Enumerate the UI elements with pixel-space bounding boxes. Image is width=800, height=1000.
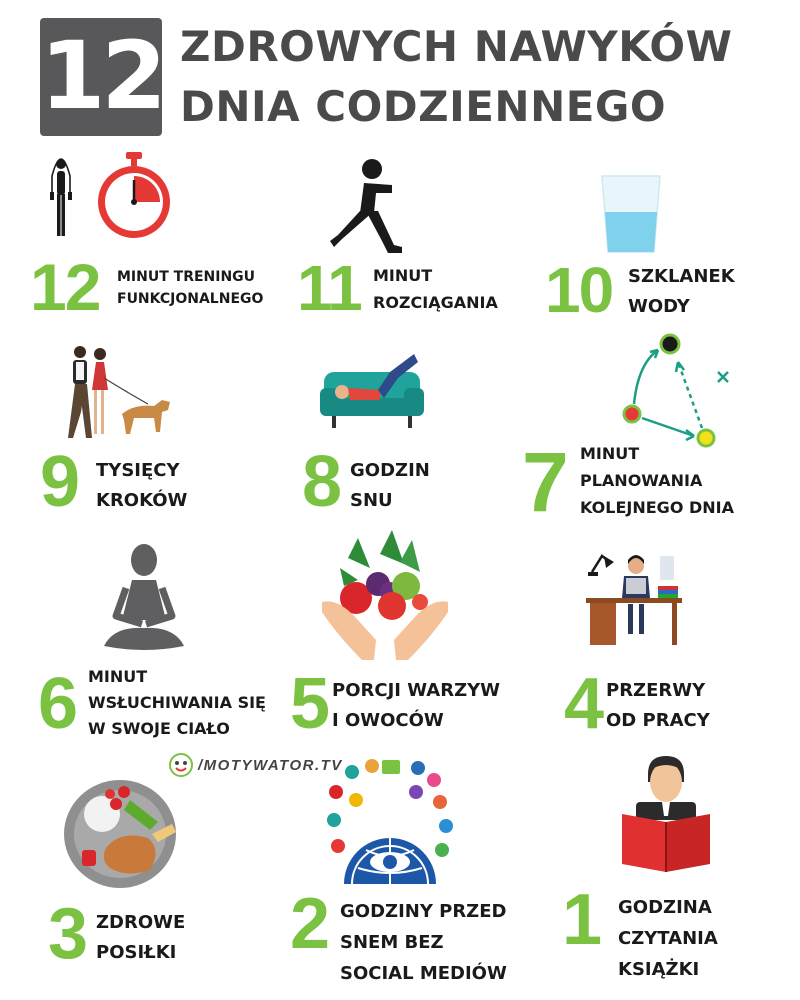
- habit-12-label: MINUT TRENINGU FUNKCJONALNEGO: [117, 269, 264, 307]
- habit-10-number: 10: [545, 254, 613, 326]
- habit-6-number: 6: [38, 664, 77, 744]
- habit-8-label: GODZIN SNU: [350, 460, 430, 511]
- water-glass-icon: [598, 172, 664, 256]
- stretching-icon: [330, 155, 415, 253]
- habit-10-label: SZKLANEK WODY: [628, 266, 735, 317]
- walking-dog-icon: [64, 342, 176, 442]
- fruits-vegetables-icon: [318, 528, 452, 662]
- brand-watermark: [168, 752, 343, 778]
- brand-text: /MOTYWATOR.TV: [198, 756, 343, 774]
- habit-5-number: 5: [290, 664, 329, 744]
- habit-5-label: PORCJI WARZYW I OWOCÓW: [332, 680, 501, 731]
- habit-8-number: 8: [302, 442, 341, 522]
- habit-3-label: ZDROWE POSIŁKI: [96, 912, 186, 963]
- habit-9-label: TYSIĘCY KROKÓW: [96, 460, 188, 511]
- habit-9-number: 9: [40, 442, 79, 522]
- reading-book-icon: [616, 752, 716, 878]
- jump-rope-timer-icon: [38, 150, 178, 250]
- sleeping-on-sofa-icon: [318, 342, 426, 430]
- habit-11-number: 11: [297, 252, 361, 324]
- habit-4-number: 4: [564, 664, 603, 744]
- header-title-line1: ZDROWYCH NAWYKÓW: [180, 22, 733, 71]
- office-desk-icon: [584, 548, 688, 652]
- header-title-line2: DNIA CODZIENNEGO: [180, 82, 667, 131]
- meditation-icon: [100, 542, 188, 658]
- planning-diagram-icon: [620, 332, 740, 450]
- healthy-meal-plate-icon: [60, 770, 190, 892]
- habit-7-number: 7: [522, 435, 567, 529]
- habit-2-number: 2: [290, 884, 329, 964]
- habit-4-label: PRZERWY OD PRACY: [606, 680, 710, 731]
- social-media-globe-icon: [322, 758, 458, 888]
- header-number-badge: 12: [40, 18, 162, 136]
- habit-3-number: 3: [48, 894, 87, 974]
- habit-7-label: MINUT PLANOWANIA KOLEJNEGO DNIA: [580, 444, 734, 517]
- habit-1-number: 1: [562, 880, 601, 960]
- habit-1-label: GODZINA CZYTANIA KSIĄŻKI: [618, 897, 718, 980]
- habit-2-label: GODZINY PRZED SNEM BEZ SOCIAL MEDIÓW: [340, 901, 507, 984]
- habit-12-number: 12: [30, 250, 100, 324]
- habit-6-label: MINUT WSŁUCHIWANIA SIĘ W SWOJE CIAŁO: [88, 667, 266, 738]
- habit-11-label: MINUT ROZCIĄGANIA: [373, 266, 498, 312]
- brand-logo-icon: [168, 752, 194, 778]
